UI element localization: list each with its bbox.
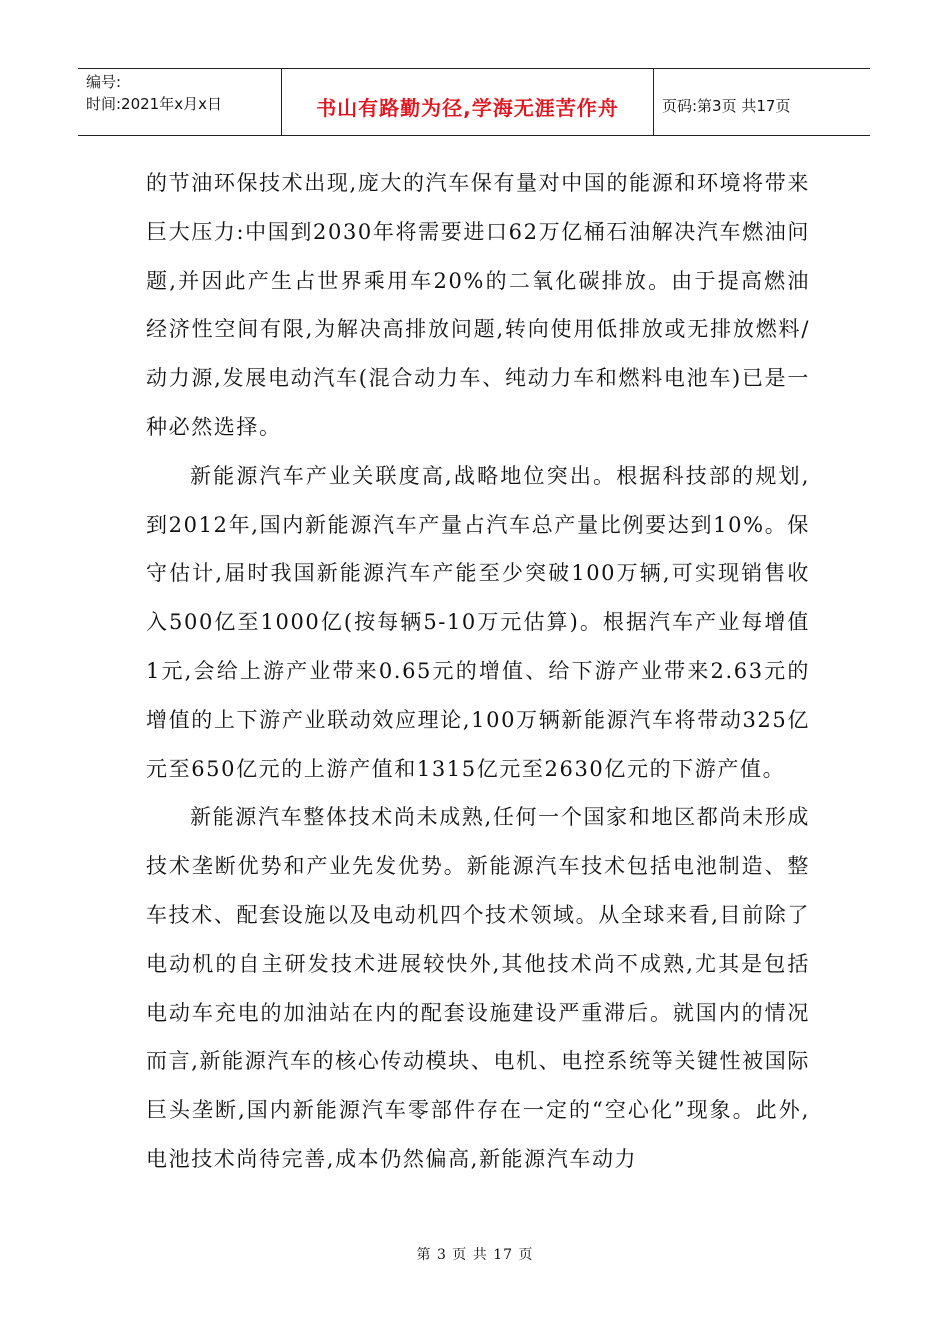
time-label: 时间:2021年x月x日 — [86, 95, 222, 113]
number-label: 编号: — [86, 73, 122, 91]
page-footer: 第 3 页 共 17 页 — [416, 1247, 534, 1263]
header-page-cell — [654, 69, 870, 135]
motto-text: 书山有路勤为径,学海无涯苦作舟 — [316, 95, 619, 120]
page-info: 页码:第3页 共17页 — [662, 96, 791, 115]
paragraph-3: 新能源汽车整体技术尚未成熟,任何一个国家和地区都尚未形成技术垄断优势和产业先发优势。新能源汽车技术包括电池制造、整车技术、配套设施以及电动机四个技术领域。从全球来看,目前除了电动机的自主研发技术进展较快外,其他技术尚不成熟,尤其是包括电动车充电的加油站在内的配套设施建设严重滞后。就国内的情况而言,新能源汽车的核心传动模块、电机、电控系统等关键性被国际巨头垄断,国内新能源汽车零部件存在一定的“空心化”现象。此外,电池技术尚待完善,成本仍然偏高,新能源汽车动力 — [146, 805, 810, 1171]
header-motto-cell — [282, 69, 654, 135]
document-header — [78, 68, 870, 136]
document-body — [146, 159, 810, 1184]
header-meta-cell — [78, 69, 282, 135]
paragraph-1: 的节油环保技术出现,庞大的汽车保有量对中国的能源和环境将带来巨大压力:中国到2030年将需要进口62万亿桶石油解决汽车燃油问题,并因此产生占世界乘用车20%的二氧化碳排放。由于提高燃油经济性空间有限,为解决高排放问题,转向使用低排放或无排放燃料/动力源,发展电动汽车(混合动力车、纯动力车和燃料电池车)已是一种必然选择。 — [146, 171, 810, 439]
paragraph-2: 新能源汽车产业关联度高,战略地位突出。根据科技部的规划,到2012年,国内新能源汽车产量占汽车总产量比例要达到10%。保守估计,届时我国新能源汽车产能至少突破100万辆,可实现销售收入500亿至1000亿(按每辆5-10万元估算)。根据汽车产业每增值1元,会给上游产业带来0.65元的增值、给下游产业带来2.63元的增值的上下游产业联动效应理论,100万辆新能源汽车将带动325亿元至650亿元的上游产值和1315亿元至2630亿元的下游产值。 — [146, 463, 810, 781]
